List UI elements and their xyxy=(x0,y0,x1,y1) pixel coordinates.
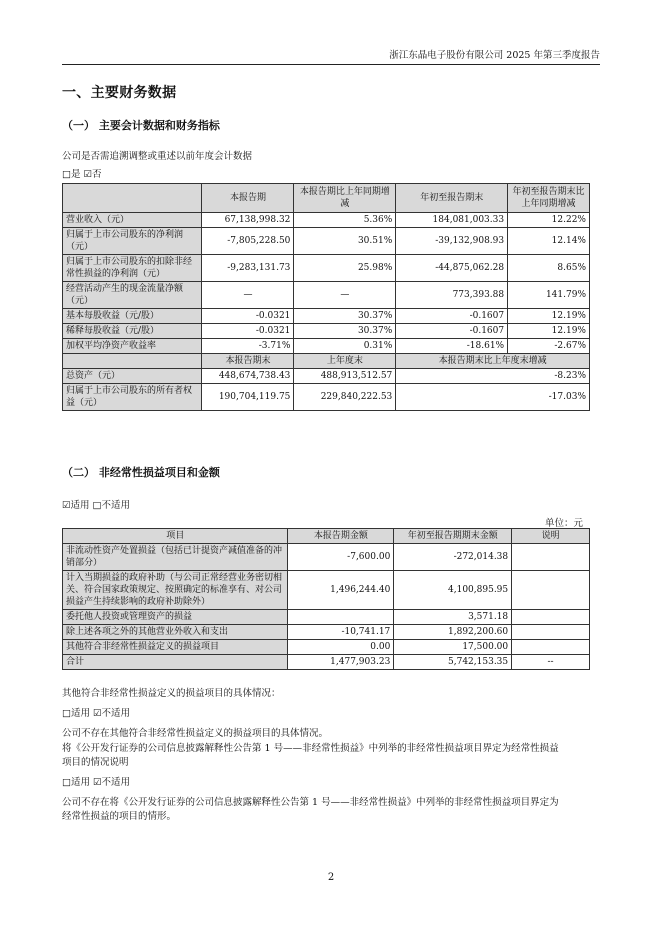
header-cell xyxy=(63,184,202,213)
table-row xyxy=(63,655,590,670)
cell-value: 4,100,895.95 xyxy=(394,571,512,610)
section-title: 一、主要财务数据 xyxy=(62,85,177,101)
header-cell: 本报告期金额 xyxy=(288,529,394,544)
unit-label: 单位：元 xyxy=(545,518,584,529)
cell-value: -7,805,228.50 xyxy=(202,228,294,255)
row-label: 基本每股收益（元/股） xyxy=(63,309,202,324)
header-cell: 上年度末 xyxy=(294,354,396,369)
header-cell: 本报告期 xyxy=(202,184,294,213)
table-row xyxy=(63,324,590,339)
cell-value: -8.23% xyxy=(396,369,590,384)
table-header-row xyxy=(63,354,590,369)
cell-value: -0.1607 xyxy=(396,324,508,339)
row-label: 委托他人投资或管理资产的损益 xyxy=(63,610,288,625)
row-label: 归属于上市公司股东的扣除非经常性损益的净利润（元） xyxy=(63,255,202,282)
cell-value: 17,500.00 xyxy=(394,640,512,655)
row-label: 总资产（元） xyxy=(63,369,202,384)
table-row xyxy=(63,544,590,571)
note-other-items: 其他符合非经常性损益定义的损益项目的具体情况： xyxy=(62,688,281,699)
row-label: 稀释每股收益（元/股） xyxy=(63,324,202,339)
note-reclass-line1: 将《公开发行证券的公司信息披露解释性公告第 1 号——非经常性损益》中列举的非经常性损益项目界定为经常性损益 xyxy=(62,743,559,754)
cell-value: -7,600.00 xyxy=(288,544,394,571)
financial-indicators-table xyxy=(62,183,590,411)
row-label: 合计 xyxy=(63,655,288,670)
cell-value: 773,393.88 xyxy=(396,282,508,309)
header-cell: 本报告期比上年同期增减 xyxy=(294,184,396,213)
row-label: 除上述各项之外的其他营业外收入和支出 xyxy=(63,625,288,640)
cell-value: -3.71% xyxy=(202,339,294,354)
cell-value: 8.65% xyxy=(508,255,590,282)
header-rule xyxy=(62,64,600,65)
cell-value: -272,014.38 xyxy=(394,544,512,571)
table-row xyxy=(63,384,590,411)
cell-value: 0.00 xyxy=(288,640,394,655)
cell-value xyxy=(512,544,590,571)
cell-value xyxy=(512,625,590,640)
table-row xyxy=(63,309,590,324)
subsection-title-1: （一） 主要会计数据和财务指标 xyxy=(62,119,220,132)
cell-value: 229,840,222.53 xyxy=(294,384,396,411)
cell-value: — xyxy=(202,282,294,309)
header-cell: 本报告期末 xyxy=(202,354,294,369)
cell-value xyxy=(512,610,590,625)
table-row xyxy=(63,369,590,384)
row-label: 加权平均净资产收益率 xyxy=(63,339,202,354)
row-label: 归属于上市公司股东的所有者权益（元） xyxy=(63,384,202,411)
cell-value xyxy=(512,640,590,655)
row-label: 非流动性资产处置损益（包括已计提资产减值准备的冲销部分） xyxy=(63,544,288,571)
note-reclass-line2: 项目的情况说明 xyxy=(62,757,129,768)
row-label: 计入当期损益的政府补助（与公司正常经营业务密切相关、符合国家政策规定、按照确定的标准享有、对公司损益产生持续影响的政府补助除外） xyxy=(63,571,288,610)
restate-options: □是 ☑否 xyxy=(62,169,102,180)
cell-value: 448,674,738.43 xyxy=(202,369,294,384)
cell-value: -44,875,062.28 xyxy=(396,255,508,282)
table-row xyxy=(63,228,590,255)
report-header: 浙江东晶电子股份有限公司 2025 年第三季度报告 xyxy=(389,50,600,61)
cell-value xyxy=(512,571,590,610)
note-reclass-statement-2: 经常性损益的项目的情形。 xyxy=(62,811,177,822)
cell-value: — xyxy=(294,282,396,309)
cell-value: -9,283,131.73 xyxy=(202,255,294,282)
cell-value: -2.67% xyxy=(508,339,590,354)
cell-value: 12.22% xyxy=(508,213,590,228)
table-row xyxy=(63,213,590,228)
note-other-statement: 公司不存在其他符合非经常性损益定义的损益项目的具体情况。 xyxy=(62,728,329,739)
row-label: 其他符合非经常性损益定义的损益项目 xyxy=(63,640,288,655)
note-reclass-statement-1: 公司不存在将《公开发行证券的公司信息披露解释性公告第 1 号——非经常性损益》中列举的非经常性损益项目界定为 xyxy=(62,797,559,808)
table-header-row xyxy=(63,529,590,544)
cell-value: -17.03% xyxy=(396,384,590,411)
header-cell xyxy=(63,354,202,369)
nonrecurring-items-table xyxy=(62,528,590,670)
page-number: 2 xyxy=(327,872,335,883)
cell-value: -0.0321 xyxy=(202,324,294,339)
header-cell: 年初至报告期期末金额 xyxy=(394,529,512,544)
table-row xyxy=(63,255,590,282)
cell-value: -18.61% xyxy=(396,339,508,354)
cell-value: 30.37% xyxy=(294,309,396,324)
cell-value: 67,138,998.32 xyxy=(202,213,294,228)
table-row xyxy=(63,339,590,354)
table-row xyxy=(63,625,590,640)
cell-value: 30.37% xyxy=(294,324,396,339)
cell-value: 5.36% xyxy=(294,213,396,228)
cell-value: 1,496,244.40 xyxy=(288,571,394,610)
cell-value: 0.31% xyxy=(294,339,396,354)
table-row xyxy=(63,571,590,610)
cell-value: -39,132,908.93 xyxy=(396,228,508,255)
cell-value: 184,081,003.33 xyxy=(396,213,508,228)
row-label: 归属于上市公司股东的净利润（元） xyxy=(63,228,202,255)
cell-value: 3,571.18 xyxy=(394,610,512,625)
cell-value: 488,913,512.57 xyxy=(294,369,396,384)
subsection-title-2: （二） 非经常性损益项目和金额 xyxy=(62,466,220,479)
header-cell: 年初至报告期末比上年同期增减 xyxy=(508,184,590,213)
cell-value: -- xyxy=(512,655,590,670)
table-row xyxy=(63,282,590,309)
cell-value: 141.79% xyxy=(508,282,590,309)
header-cell: 年初至报告期末 xyxy=(396,184,508,213)
cell-value: 25.98% xyxy=(294,255,396,282)
cell-value: 12.14% xyxy=(508,228,590,255)
table-header-row xyxy=(63,184,590,213)
cell-value: -0.0321 xyxy=(202,309,294,324)
table-row xyxy=(63,610,590,625)
cell-value: 1,477,903.23 xyxy=(288,655,394,670)
table-row xyxy=(63,640,590,655)
cell-value: 30.51% xyxy=(294,228,396,255)
header-cell: 本报告期末比上年度末增减 xyxy=(396,354,590,369)
nonrecurring-options: ☑适用 □不适用 xyxy=(62,500,131,511)
cell-value: -0.1607 xyxy=(396,309,508,324)
cell-value: -10,741.17 xyxy=(288,625,394,640)
row-label: 经营活动产生的现金流量净额（元） xyxy=(63,282,202,309)
cell-value: 12.19% xyxy=(508,309,590,324)
note-other-options: □适用 ☑不适用 xyxy=(62,708,131,719)
cell-value xyxy=(288,610,394,625)
header-cell: 说明 xyxy=(512,529,590,544)
cell-value: 5,742,153.35 xyxy=(394,655,512,670)
restate-question: 公司是否需追溯调整或重述以前年度会计数据 xyxy=(62,151,253,162)
cell-value: 190,704,119.75 xyxy=(202,384,294,411)
row-label: 营业收入（元） xyxy=(63,213,202,228)
cell-value: 1,892,200.60 xyxy=(394,625,512,640)
header-cell: 项目 xyxy=(63,529,288,544)
note-reclass-options: □适用 ☑不适用 xyxy=(62,777,131,788)
cell-value: 12.19% xyxy=(508,324,590,339)
